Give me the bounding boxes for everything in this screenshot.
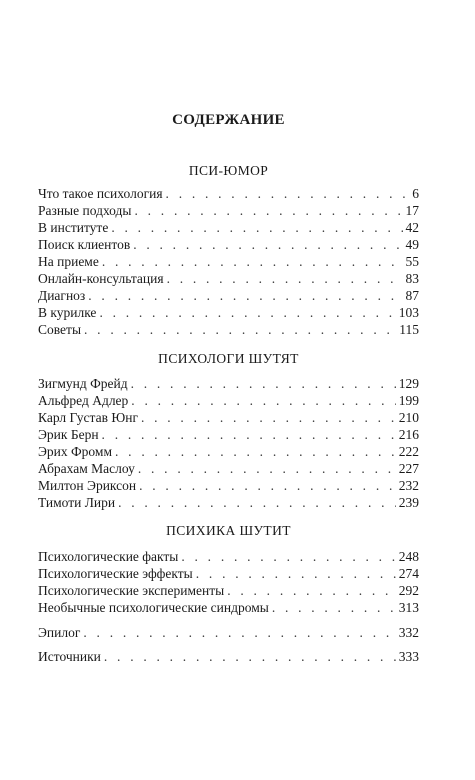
toc-entry[interactable] — [38, 236, 419, 253]
dot-leader — [111, 219, 402, 236]
toc-entry[interactable] — [38, 392, 419, 409]
dot-leader — [131, 375, 396, 392]
entry-label: Необычные психологические синдромы — [38, 600, 269, 615]
entry-page-number: 248 — [398, 549, 419, 564]
toc-entry[interactable] — [38, 409, 419, 426]
dot-leader — [102, 426, 396, 443]
entry-label: Разные подходы — [38, 203, 132, 218]
entry-page-number: 333 — [398, 649, 419, 664]
dot-leader — [84, 321, 396, 338]
dot-leader — [135, 202, 403, 219]
entry-page-number: 115 — [399, 322, 419, 337]
entry-label: В курилке — [38, 305, 97, 320]
entry-label: Психологические факты — [38, 549, 179, 564]
entry-label: Тимоти Лири — [38, 495, 116, 510]
dot-leader — [131, 392, 395, 409]
section-title: ПСИХИКА ШУТИТ — [166, 523, 291, 538]
entry-label: Что такое психология — [38, 186, 163, 201]
entry-label: Зигмунд Фрейд — [38, 376, 128, 391]
entry-page-number: 216 — [398, 427, 419, 442]
entry-page-number: 49 — [405, 237, 419, 252]
toc-entry[interactable] — [38, 426, 419, 443]
toc-entry[interactable] — [38, 202, 419, 219]
entry-label: Эпилог — [38, 625, 81, 640]
toc-entry[interactable] — [38, 624, 419, 641]
dot-leader — [196, 565, 396, 582]
entry-label: Милтон Эриксон — [38, 478, 137, 493]
entry-label: Психологические эффекты — [38, 566, 193, 581]
toc-entry[interactable] — [38, 582, 419, 599]
toc-entry[interactable] — [38, 477, 419, 494]
toc-entry[interactable] — [38, 494, 419, 511]
dot-leader — [115, 443, 396, 460]
entry-label: Абрахам Маслоу — [38, 461, 135, 476]
entry-page-number: 313 — [398, 600, 419, 615]
dot-leader — [88, 287, 402, 304]
entry-page-number: 210 — [398, 410, 419, 425]
entry-label: Психологические эксперименты — [38, 583, 225, 598]
entry-label: Онлайн-консультация — [38, 271, 164, 286]
toc-entry[interactable] — [38, 304, 419, 321]
entry-label: Советы — [38, 322, 82, 337]
dot-leader — [139, 477, 396, 494]
toc-entry[interactable] — [38, 321, 419, 338]
entry-page-number: 6 — [412, 186, 419, 201]
toc-entry[interactable] — [38, 460, 419, 477]
dot-leader — [118, 494, 396, 511]
toc-entry[interactable] — [38, 219, 419, 236]
entry-page-number: 222 — [398, 444, 419, 459]
entry-page-number: 274 — [398, 566, 419, 581]
entry-label: Карл Густав Юнг — [38, 410, 138, 425]
entry-page-number: 332 — [398, 625, 419, 640]
section-title: ПСИ-ЮМОР — [188, 163, 269, 178]
toc-entry[interactable] — [38, 548, 419, 565]
toc-entry[interactable] — [38, 287, 419, 304]
dot-leader — [227, 582, 396, 599]
entry-page-number: 232 — [398, 478, 419, 493]
entry-page-number: 239 — [398, 495, 419, 510]
entry-label: На приеме — [38, 254, 99, 269]
toc-entry[interactable] — [38, 443, 419, 460]
entry-page-number: 129 — [398, 376, 419, 391]
entry-page-number: 42 — [405, 220, 419, 235]
entry-label: В институте — [38, 220, 109, 235]
entry-label: Альфред Адлер — [38, 393, 129, 408]
dot-leader — [181, 548, 395, 565]
entry-label: Эрих Фромм — [38, 444, 113, 459]
dot-leader — [83, 624, 395, 641]
entry-page-number: 17 — [405, 203, 419, 218]
entry-page-number: 83 — [405, 271, 419, 286]
dot-leader — [104, 648, 396, 665]
dot-leader — [272, 599, 396, 616]
toc-entry[interactable] — [38, 270, 419, 287]
entry-page-number: 55 — [405, 254, 419, 269]
dot-leader — [167, 270, 403, 287]
toc-entry[interactable] — [38, 648, 419, 665]
toc-entry[interactable] — [38, 599, 419, 616]
toc-entry[interactable] — [38, 185, 419, 202]
toc-entry[interactable] — [38, 565, 419, 582]
toc-entry[interactable] — [38, 375, 419, 392]
entry-label: Поиск клиентов — [38, 237, 131, 252]
dot-leader — [102, 253, 403, 270]
dot-leader — [133, 236, 402, 253]
dot-leader — [138, 460, 396, 477]
entry-page-number: 292 — [398, 583, 419, 598]
entry-page-number: 103 — [398, 305, 419, 320]
entry-label: Источники — [38, 649, 101, 664]
entry-page-number: 199 — [398, 393, 419, 408]
dot-leader — [166, 185, 410, 202]
page-title: СОДЕРЖАНИЕ — [172, 112, 285, 128]
entry-label: Диагноз — [38, 288, 86, 303]
toc-entry[interactable] — [38, 253, 419, 270]
entry-page-number: 87 — [405, 288, 419, 303]
entry-page-number: 227 — [398, 461, 419, 476]
dot-leader — [141, 409, 396, 426]
entry-label: Эрик Берн — [38, 427, 99, 442]
section-title: ПСИХОЛОГИ ШУТЯТ — [158, 351, 299, 366]
dot-leader — [99, 304, 395, 321]
